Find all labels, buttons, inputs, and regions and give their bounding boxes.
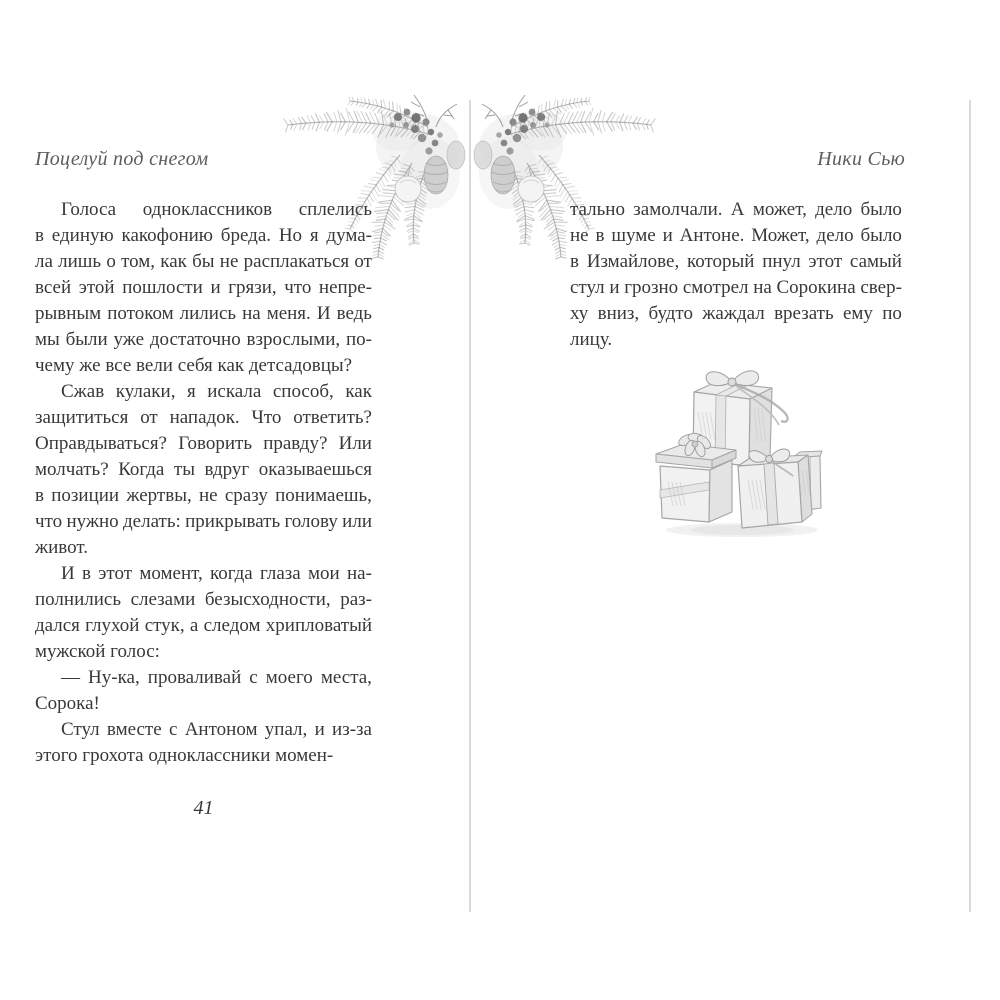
text-line: тально замолчали. А может, дело было [570,199,902,220]
paragraph [35,665,372,717]
text-line: стул и грозно смотрел на Сорокина свер- [570,277,902,298]
text-line: Сорока! [35,693,100,714]
text-line: в единую какофонию бреда. Но я дума- [35,225,372,246]
paragraph [570,197,902,353]
text-line: молчать? Когда ты вдруг оказываешься [35,459,372,480]
text-line: всей этой пошлости и грязи, что непре- [35,277,372,298]
text-line: защититься от нападок. Что ответить? [35,407,372,428]
text-line: И в этот момент, когда глаза мои на- [61,563,372,584]
text-line: Сжав кулаки, я искала способ, как [61,381,372,402]
page-number: 41 [193,797,214,819]
text-line: мы были уже достаточно взрослыми, по- [35,329,372,350]
text-line: Голоса одноклассников сплелись [61,199,372,220]
running-header-book-title: Поцелуй под снегом [35,148,209,170]
text-line: полнились слезами безысходности, раз- [35,589,372,610]
text-line: Оправдываться? Говорить правду? Или [35,433,372,454]
text-line: что нужно делать: прикрывать голову или [35,511,372,532]
text-line: живот. [35,537,89,558]
text-line: дался глухой стук, а следом хрипловатый [35,615,372,636]
paragraph [35,717,372,769]
text-line: рывным потоком лились на меня. И ведь [35,303,372,324]
text-line: чему же все вели себя как детсадовцы? [35,355,353,376]
right-page-edge-line [969,100,971,912]
gift-boxes-illustration [650,362,835,540]
text-line: в Измайлове, который пнул этот самый [570,251,902,272]
text-line: ла лишь о том, как бы не расплакаться от [35,251,372,272]
text-line: мужской голос: [35,641,160,662]
text-line: не в шуме и Антоне. Может, дело было [570,225,902,246]
text-line: в позиции жертвы, не сразу понимаешь, [35,485,372,506]
left-page-text [35,197,372,769]
paragraph [35,197,372,379]
running-header-author: Ники Сью [817,148,905,170]
right-page-text [570,197,902,353]
text-line: ху вниз, будто жаждал врезать ему по [570,303,902,324]
paragraph [35,379,372,561]
text-line: — Ну-ка, проваливай с моего места, [61,667,372,688]
text-line: Стул вместе с Антоном упал, и из-за [61,719,372,740]
paragraph [35,561,372,665]
text-line: этого грохота одноклассники момен- [35,745,334,766]
text-line: лицу. [570,329,613,350]
